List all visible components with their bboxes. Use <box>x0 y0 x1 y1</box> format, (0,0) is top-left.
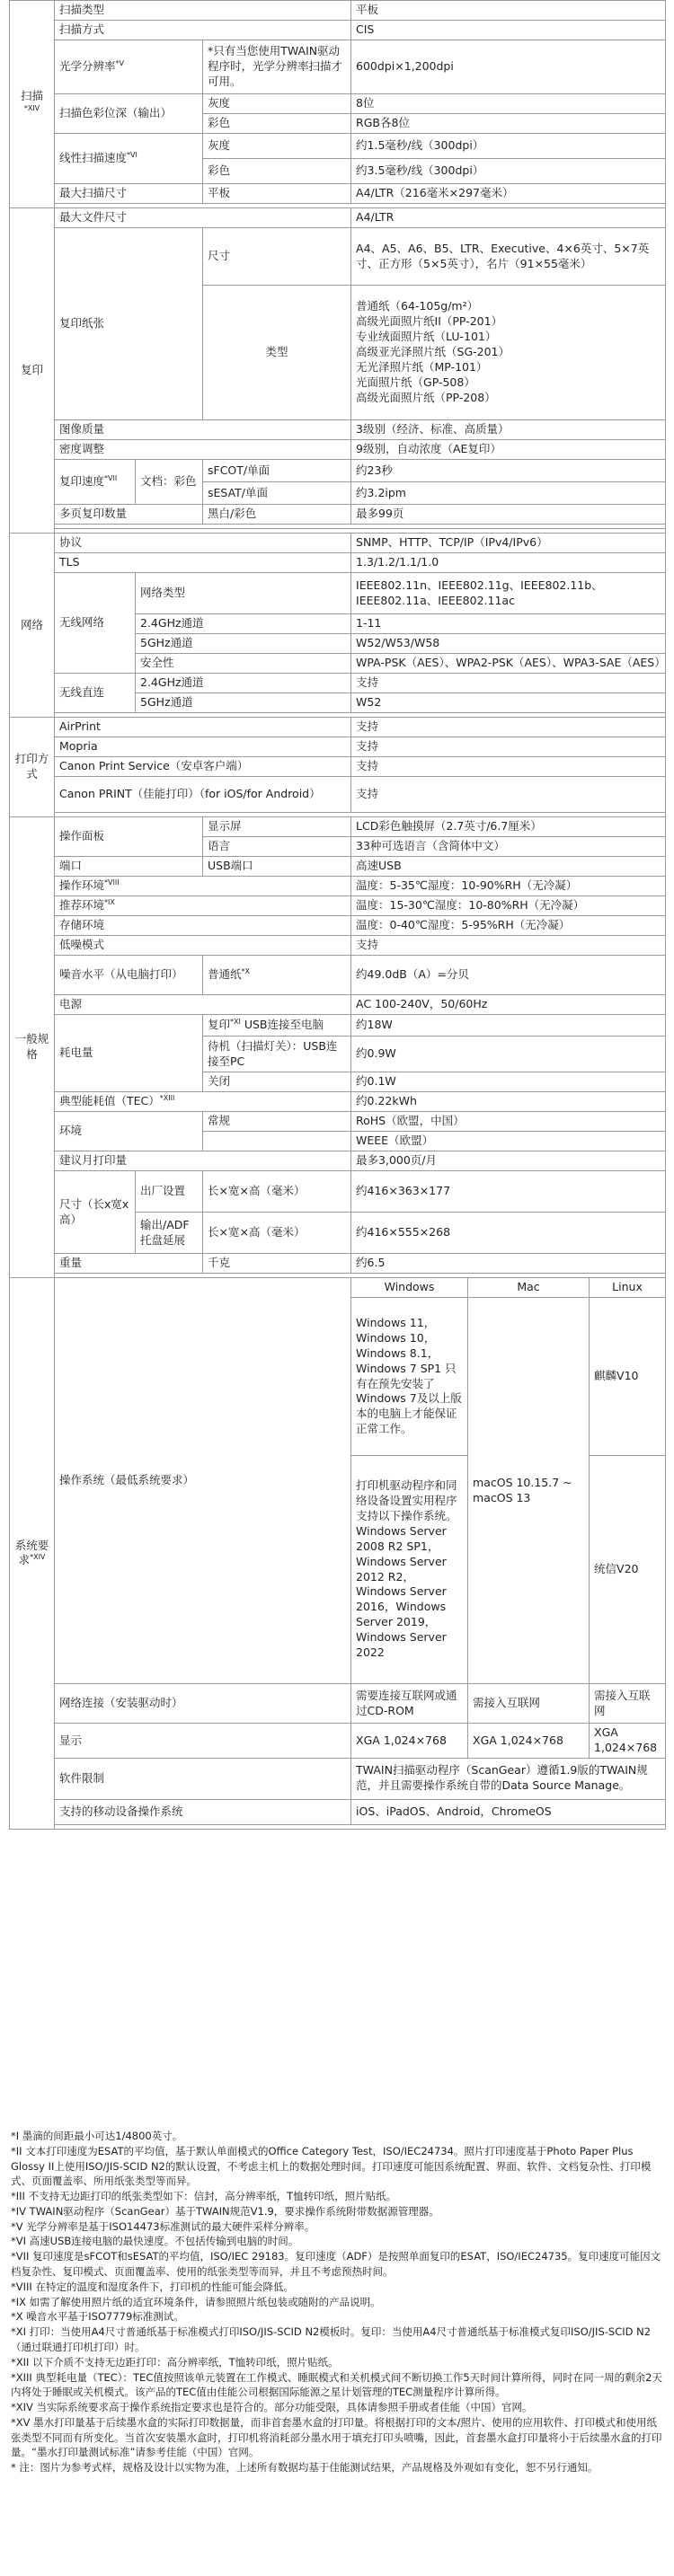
channel-24-label: 2.4GHz通道 <box>136 614 351 634</box>
net-connection-linux: 需接入互联网 <box>590 1684 666 1724</box>
multi-copy-label: 多页复印数量 <box>55 505 203 525</box>
density-label: 密度调整 <box>55 440 351 460</box>
color-label: 彩色 <box>203 114 351 134</box>
gray-value: 8位 <box>351 94 666 114</box>
env-rec-label: 推荐环境$^{*IX}$ <box>55 896 351 916</box>
empty-cell <box>203 1132 351 1151</box>
power-label: 电源 <box>55 995 351 1015</box>
extended-value: 约416×555×268 <box>351 1213 666 1254</box>
plain-paper-label: 普通纸$^{*X}$ <box>203 956 351 995</box>
table-row <box>10 40 666 94</box>
weee-value: WEEE（欧盟） <box>351 1132 666 1151</box>
factory-value: 约416×363×177 <box>351 1171 666 1213</box>
mopria-label: Mopria <box>55 737 351 757</box>
paper-type-item: 普通纸（64-105g/m²） <box>356 299 479 313</box>
linux-os-1: 麒麟V10 <box>590 1298 666 1456</box>
table-row <box>10 1758 666 1799</box>
display-req-win: XGA 1,024×768 <box>351 1724 468 1759</box>
table-row <box>10 440 666 460</box>
sesat-label: sESAT/单面 <box>203 482 351 505</box>
footnote: *VIII 在特定的温度和湿度条件下，打印机的性能可能会降低。 <box>11 2280 294 2293</box>
table-row <box>10 1684 666 1724</box>
speed-gray-value: 约1.5毫秒/线（300dpi） <box>351 134 666 159</box>
multi-copy-value: 最多99页 <box>351 505 666 525</box>
depth-label: 扫描色彩位深（输出） <box>55 94 203 134</box>
network-group: 网络 <box>10 534 55 718</box>
color-label: 彩色 <box>203 159 351 184</box>
max-file-value: A4/LTR <box>351 208 666 228</box>
canon-print-service-value: 支持 <box>351 757 666 777</box>
table-row <box>10 573 666 614</box>
port-label: 端口 <box>55 857 203 877</box>
env-op-label: 操作环境$^{*VIII}$ <box>55 877 351 896</box>
table-row <box>10 420 666 440</box>
protocol-value: SNMP、HTTP、TCP/IP（IPv4/IPv6） <box>351 534 666 553</box>
monthly-volume-value: 最多3,000页/月 <box>351 1151 666 1171</box>
channel-5-label: 5GHz通道 <box>136 634 351 654</box>
max-file-label: 最大文件尺寸 <box>55 208 351 228</box>
software-limit-label: 软件限制 <box>55 1758 351 1799</box>
scan-type-value: 平板 <box>351 1 666 21</box>
net-type-label: 网络类型 <box>136 573 351 614</box>
tls-value: 1.3/1.2/1.1/1.0 <box>351 553 666 573</box>
wifi-direct-label: 无线直连 <box>55 674 136 713</box>
tec-label: 典型能耗值（TEC）$^{*XIII}$ <box>55 1092 351 1112</box>
mobile-os-label: 支持的移动设备操作系统 <box>55 1799 351 1824</box>
resolution-label: 光学分辨率$^{*V}$ <box>55 40 203 94</box>
protocol-label: 协议 <box>55 534 351 553</box>
table-row <box>10 134 666 159</box>
security-label: 安全性 <box>136 654 351 674</box>
footnotes <box>11 2129 663 2475</box>
mobile-os-value: iOS、iPadOS、Android，ChromeOS <box>351 1799 666 1824</box>
noise-value: 约49.0dB（A）=分贝 <box>351 956 666 995</box>
print-method-group: 打印方式 <box>10 718 55 817</box>
airprint-label: AirPrint <box>55 718 351 737</box>
language-label: 语言 <box>203 837 351 857</box>
speed-color-value: 约3.5毫秒/线（300dpi） <box>351 159 666 184</box>
footnote: *XIV 当实际系统要求高于操作系统指定要求也是符合的。部分功能受限，具体请参照手册或者佳能（中国）官网。 <box>11 2401 533 2414</box>
channel-5-value: W52/W53/W58 <box>351 634 666 654</box>
sesat-value: 约3.2ipm <box>351 482 666 505</box>
environment-label: 环境 <box>55 1112 203 1151</box>
table-row <box>10 228 666 286</box>
off-label: 关闭 <box>203 1072 351 1092</box>
footnote: *VI 高速USB连接电脑的最快速度。不包括传输到电脑的时间。 <box>11 2235 299 2248</box>
low-noise-value: 支持 <box>351 936 666 956</box>
resolution-value: 600dpi×1,200dpi <box>351 40 666 94</box>
table-row <box>10 553 666 573</box>
monthly-volume-label: 建议月打印量 <box>55 1151 351 1171</box>
canon-print-value: 支持 <box>351 777 666 813</box>
scan-group: 扫描$^{*XIV}$ <box>10 1 55 208</box>
net-connection-label: 网络连接（安装驱动时） <box>55 1684 351 1724</box>
footnote: *XIII 典型耗电量（TEC）：TEC值按照该单元装置在工作模式、睡眠模式和关机模式间不断切换工作5天时间计算所得，同时在同一周的剩余2天内将处于睡眠或关机模式。该产品的TEC值由佳能公司根据国际能源之星计划管理的TEC测量程序计算所得。 <box>11 2370 662 2399</box>
footnote: *III 不支持无边距打印的纸张类型如下：信封，高分辨率纸，T恤转印纸，照片贴纸。 <box>11 2190 397 2203</box>
table-row <box>10 718 666 737</box>
footnote: *IX 如需了解使用照片纸的适宜环境条件，请参照照片纸包装或随附的产品说明。 <box>11 2295 381 2308</box>
footnote: *XV 墨水打印量基于后续墨水盒的实际打印数据量，而非首套墨水盒的打印量。将根据打印的文本/照片、使用的应用软件、打印模式和使用纸张类型不同而有所变化。当首次安装墨水盒时，打印机将消耗部分墨水用于填充打印头喷嘴，因此，首套墨水盒打印量将小于后续墨水盒的打印量。“墨水打印量测试标准”请参考佳能（中国）官网。 <box>11 2415 662 2459</box>
table-row <box>10 505 666 525</box>
table-row <box>10 534 666 553</box>
usb-port-label: USB端口 <box>203 857 351 877</box>
table-row <box>10 460 666 482</box>
paper-type-label: 类型 <box>203 286 351 420</box>
paper-type-item: 高级光面照片纸（PP-208） <box>356 390 496 404</box>
env-store-label: 存储环境 <box>55 916 351 936</box>
env-store-value: 温度：0-40℃湿度：5-95%RH（无冷凝） <box>351 916 666 936</box>
linux-header: Linux <box>590 1278 666 1298</box>
table-row <box>10 1 666 21</box>
software-limit-value: TWAIN扫描驱动程序（ScanGear）遵循1.9版的TWAIN规范，并且需要操作系统自带的Data Source Manage。 <box>351 1758 666 1799</box>
channel-24-value: 1-11 <box>351 614 666 634</box>
paper-type-item: 高级光面照片纸II（PP-201） <box>356 314 503 329</box>
scan-speed-label: 线性扫描速度$^{*VI}$ <box>55 134 203 184</box>
factory-label: 出厂设置 <box>136 1171 203 1213</box>
security-value: WPA-PSK（AES）、WPA2-PSK（AES）、WPA3-SAE（AES） <box>351 654 666 674</box>
paper-type-item: 光面照片纸（GP-508） <box>356 375 475 389</box>
copy-group: 复印 <box>10 208 55 534</box>
net-connection-mac: 需接入互联网 <box>468 1684 590 1724</box>
table-row <box>10 916 666 936</box>
windows-os-list: Windows 11，Windows 10，Windows 8.1，Windows 7 SP1 只有在预先安装了Windows 7及以上版本的电脑上才能保证正常工作。 <box>351 1298 468 1456</box>
unit-mm-label: 长×宽×高（毫米） <box>203 1171 351 1213</box>
table-row <box>10 1015 666 1037</box>
dimensions-label: 尺寸（长x宽x高） <box>55 1171 136 1254</box>
kg-label: 千克 <box>203 1254 351 1274</box>
footnote: *X 噪音水平基于ISO7779标准测试。 <box>11 2310 184 2324</box>
channel-24-label: 2.4GHz通道 <box>136 674 351 693</box>
system-req-group: 系统要求$^{*XIV}$ <box>10 1278 55 1830</box>
table-row <box>10 857 666 877</box>
direct-24-value: 支持 <box>351 674 666 693</box>
off-value: 约0.1W <box>351 1072 666 1092</box>
gray-label: 灰度 <box>203 134 351 159</box>
direct-5-value: W52 <box>351 693 666 713</box>
image-quality-value: 3级别（经济、标准、高质量） <box>351 420 666 440</box>
table-row <box>10 936 666 956</box>
table-row <box>10 674 666 693</box>
paper-type-item: 专业绒面照片纸（LU-101） <box>356 330 497 344</box>
tls-label: TLS <box>55 553 351 573</box>
table-row <box>10 1724 666 1759</box>
footnote: * 注：图片为参考式样，规格及设计以实物为准，上述所有数据均基于佳能测试结果，产品规格及外观如有变化，恕不另行通知。 <box>11 2461 599 2475</box>
power-value: AC 100-240V，50/60Hz <box>351 995 666 1015</box>
mac-os-value: macOS 10.15.7 ~ macOS 13 <box>468 1298 590 1684</box>
table-row <box>10 1171 666 1213</box>
table-row <box>10 757 666 777</box>
footnote: *XII 以下介质不支持无边距打印：高分辨率纸，T恤转印纸，照片贴纸。 <box>11 2355 339 2369</box>
language-value: 33种可选语言（含简体中文） <box>351 837 666 857</box>
table-row <box>10 877 666 896</box>
table-row <box>10 1151 666 1171</box>
canon-print-label: Canon PRINT（佳能打印）（for iOS/for Android） <box>55 777 351 813</box>
table-row <box>10 184 666 204</box>
table-row <box>10 94 666 114</box>
max-size-label: 最大扫描尺寸 <box>55 184 203 204</box>
table-row <box>10 995 666 1015</box>
table-row <box>10 21 666 40</box>
paper-size-label: 尺寸 <box>203 228 351 286</box>
footnote: *VII 复印速度是sFCOT和sESAT的平均值，ISO/IEC 29183。复印速度（ADF）是按照单面复印的ESAT，ISO/IEC24735。复印速度可能因文档复杂性、复印模式、页面覆盖率、使用的纸张类型等而异，并且不考虑预热时间。 <box>11 2250 661 2279</box>
paper-type-item: 高级亚光泽照片纸（SG-201） <box>356 345 510 359</box>
doc-color-label: 文档：彩色 <box>136 460 203 505</box>
table-row <box>10 817 666 837</box>
table-row <box>10 1092 666 1112</box>
table-row <box>10 208 666 228</box>
env-op-value: 温度：5-35℃湿度：10-90%RH（无冷凝） <box>351 877 666 896</box>
airprint-value: 支持 <box>351 718 666 737</box>
scan-method-label: 扫描方式 <box>55 21 351 40</box>
color-value: RGB各8位 <box>351 114 666 134</box>
env-rec-value: 温度：15-30℃湿度：10-80%RH（无冷凝） <box>351 896 666 916</box>
sfcot-value: 约23秒 <box>351 460 666 482</box>
standby-value: 约0.9W <box>351 1037 666 1072</box>
paper-type-list <box>351 286 666 420</box>
table-row <box>10 956 666 995</box>
copy-usb-value: 约18W <box>351 1015 666 1037</box>
image-quality-label: 图像质量 <box>55 420 351 440</box>
table-row <box>10 777 666 813</box>
extended-label: 输出/ADF托盘延展 <box>136 1213 203 1254</box>
footnote: *V 光学分辨率是基于ISO14473标准测试的最大硬件采样分辨率。 <box>11 2219 315 2233</box>
resolution-note: *只有当您使用TWAIN驱动程序时，光学分辨率扫描才可用。 <box>203 40 351 94</box>
windows-header: Windows <box>351 1278 468 1298</box>
channel-5-label: 5GHz通道 <box>136 693 351 713</box>
density-value: 9级别，自动浓度（AE复印） <box>351 440 666 460</box>
windows-server-list: 打印机驱动程序和同络设备设置实用程序支持以下操作系统。Windows Server 2008 R2 SP1，Windows Server 2012 R2，Windows Server 2016，Windows Server 2019，Windows Server 2022 <box>351 1456 468 1684</box>
sfcot-label: sFCOT/单面 <box>203 460 351 482</box>
footnote: *I 墨滴的间距最小可达1/4800英寸。 <box>11 2130 183 2142</box>
flatbed-label: 平板 <box>203 184 351 204</box>
usb-port-value: 高速USB <box>351 857 666 877</box>
standby-label: 待机（扫描灯关）：USB连接至PC <box>203 1037 351 1072</box>
table-row <box>10 1112 666 1132</box>
copy-paper-label: 复印纸张 <box>55 228 203 420</box>
tec-value: 约0.22kWh <box>351 1092 666 1112</box>
spec-table <box>9 0 666 1830</box>
scan-type-label: 扫描类型 <box>55 1 351 21</box>
regular-value: RoHS（欧盟，中国） <box>351 1112 666 1132</box>
scan-method-value: CIS <box>351 21 666 40</box>
display-label: 显示屏 <box>203 817 351 837</box>
copy-speed-label: 复印速度$^{*VII}$ <box>55 460 136 505</box>
canon-print-service-label: Canon Print Service（安卓客户端） <box>55 757 351 777</box>
mopria-value: 支持 <box>351 737 666 757</box>
table-row <box>10 1278 666 1298</box>
footnote: *IV TWAIN驱动程序（ScanGear）基于TWAIN规范V1.9，要求操作系统附带数据源管理器。 <box>11 2204 439 2218</box>
footnote: *XI 打印：当使用A4尺寸普通纸基于标准模式打印ISO/JIS-SCID N2模板时。复印：当使用A4尺寸普通纸基于标准模式复印ISO/JIS-SCID N2（通过联通打印机打印）时。 <box>11 2325 652 2353</box>
gray-label: 灰度 <box>203 94 351 114</box>
display-req-linux: XGA 1,024×768 <box>590 1724 666 1759</box>
unit-mm-label: 长×宽×高（毫米） <box>203 1213 351 1254</box>
mac-header: Mac <box>468 1278 590 1298</box>
paper-size-value: A4、A5、A6、B5、LTR、Executive、4×6英寸、5×7英寸、正方形（5×5英寸），名片（91×55毫米） <box>351 228 666 286</box>
panel-label: 操作面板 <box>55 817 203 857</box>
noise-label: 噪音水平（从电脑打印） <box>55 956 203 995</box>
spacer <box>55 1824 666 1829</box>
footnote: *II 文本打印速度为ESAT的平均值，基于默认单面模式的Office Category Test，ISO/IEC24734。照片打印速度基于Photo Paper Plus Glossy II上使用ISO/JIS-SCID N2的默认设置，不考虑主机上的数据处理时间。打印速度可能因系统配置、界面、软件、文档复杂性、打印模式、页面覆盖率、所用纸张类型等而异。 <box>11 2144 652 2188</box>
bw-color-label: 黑白/彩色 <box>203 505 351 525</box>
table-row <box>10 1799 666 1824</box>
paper-type-item: 无光泽照片纸（MP-101） <box>356 359 488 374</box>
table-row <box>10 896 666 916</box>
weight-value: 约6.5 <box>351 1254 666 1274</box>
table-row <box>10 1824 666 1829</box>
display-req-label: 显示 <box>55 1724 351 1759</box>
general-spec-group: 一般规格 <box>10 817 55 1278</box>
table-row <box>10 737 666 757</box>
wlan-label: 无线网络 <box>55 573 136 674</box>
copy-usb-label: 复印$^{*XI}$ USB连接至电脑 <box>203 1015 351 1037</box>
os-label: 操作系统（最低系统要求） <box>55 1278 351 1684</box>
consumption-label: 耗电量 <box>55 1015 203 1092</box>
max-size-value: A4/LTR（216毫米×297毫米） <box>351 184 666 204</box>
display-value: LCD彩色触摸屏（2.7英寸/6.7厘米） <box>351 817 666 837</box>
weight-label: 重量 <box>55 1254 203 1274</box>
low-noise-label: 低噪模式 <box>55 936 351 956</box>
net-type-value: IEEE802.11n、IEEE802.11g、IEEE802.11b、IEEE802.11a、IEEE802.11ac <box>351 573 666 614</box>
table-row <box>10 1254 666 1274</box>
linux-os-2: 统信V20 <box>590 1456 666 1684</box>
regular-label: 常规 <box>203 1112 351 1132</box>
display-req-mac: XGA 1,024×768 <box>468 1724 590 1759</box>
net-connection-win: 需要连接互联网或通过CD-ROM <box>351 1684 468 1724</box>
